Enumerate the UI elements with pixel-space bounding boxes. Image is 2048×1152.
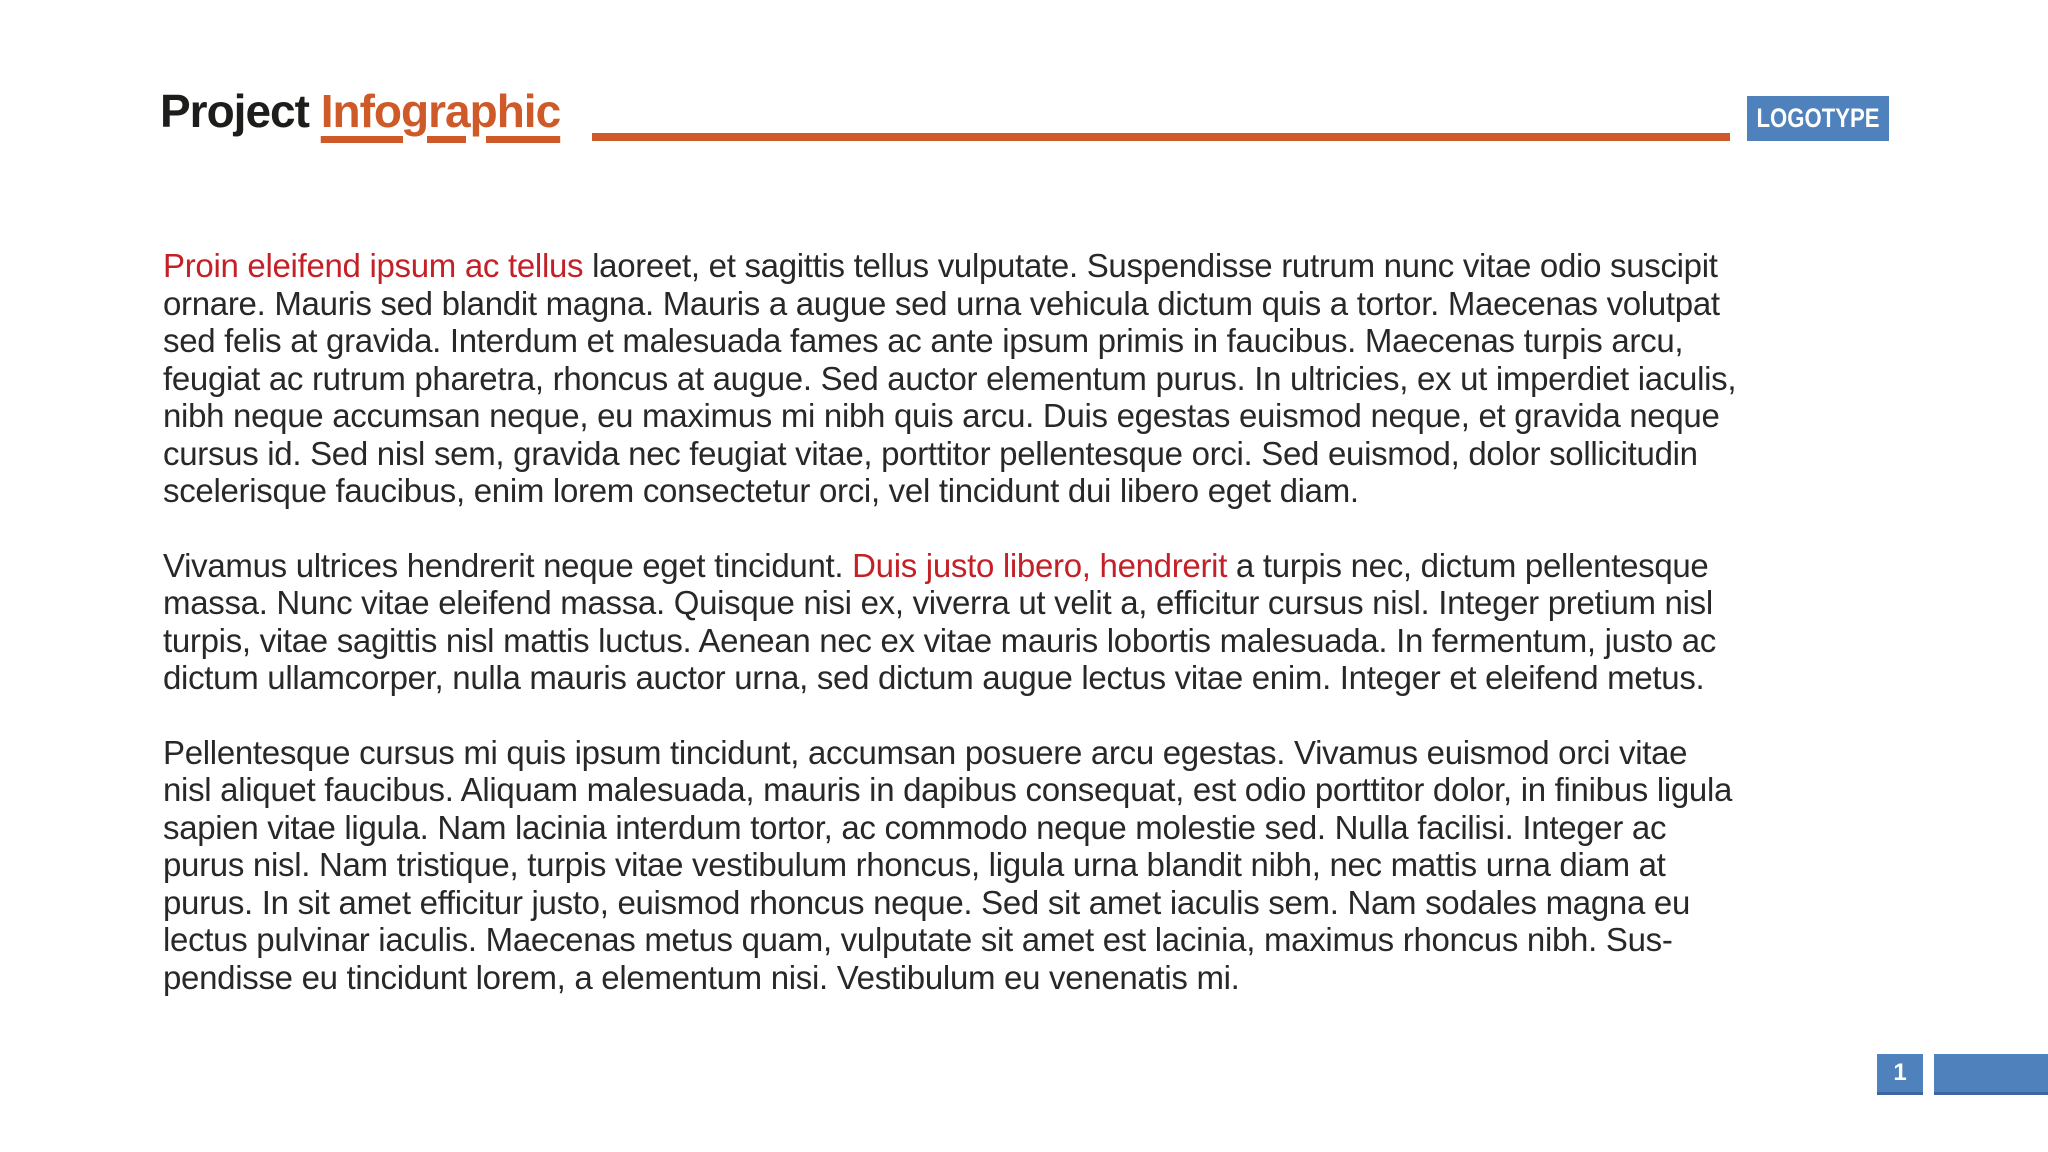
footer-accent-bar <box>1934 1054 2048 1095</box>
text-segment: dictum ullamcorper, nulla mauris auctor urna, sed dictum augue lectus vitae enim. Integer et eleifend metus. <box>163 659 1705 696</box>
text-line <box>163 771 1948 809</box>
page-number-text: 1 <box>1893 1059 1907 1086</box>
header-divider-rule <box>592 133 1730 141</box>
text-segment: Vivamus ultrices hendrerit neque eget tincidunt. <box>163 546 853 584</box>
text-line <box>163 472 1948 510</box>
body-text <box>163 247 1948 1033</box>
text-segment: Pellentesque cursus mi quis ipsum tincidunt, accumsan posuere arcu egestas. Vivamus euismod orci vitae <box>163 733 1688 771</box>
text-segment: scelerisque faucibus, enim lorem consectetur orci, vel tincidunt dui libero eget diam. <box>163 472 1359 509</box>
text-line <box>163 622 1948 660</box>
paragraph <box>163 547 1948 697</box>
text-line <box>163 360 1948 398</box>
logotype-badge <box>1747 96 1889 141</box>
text-segment: sed felis at gravida. Interdum et malesuada fames ac ante ipsum primis in faucibus. Maecenas turpis arcu, <box>163 322 1684 359</box>
text-segment: turpis, vitae sagittis nisl mattis luctus. Aenean nec ex vitae mauris lobortis malesuada. In fermentum, justo ac <box>163 621 1716 659</box>
highlighted-text-segment: Duis justo libero, hendrerit <box>852 546 1228 584</box>
text-segment: laoreet, et sagittis tellus vulputate. Suspendisse rutrum nunc vitae odio suscipit <box>592 247 1718 284</box>
text-line <box>163 322 1948 360</box>
paragraph <box>163 734 1948 997</box>
page-title <box>160 84 560 138</box>
highlighted-text-segment: Proin eleifend ipsum ac tellus <box>163 247 593 284</box>
text-segment: nisl aliquet faucibus. Aliquam malesuada, mauris in dapibus consequat, est odio porttitor dolor, in finibus ligula <box>163 771 1733 808</box>
text-segment: a turpis nec, dictum pellentesque <box>1227 546 1709 584</box>
text-line <box>163 397 1948 435</box>
text-segment: cursus id. Sed nisl sem, gravida nec feugiat vitae, porttitor pellentesque orci. Sed euismod, dolor sollicitudin <box>163 434 1698 472</box>
text-line <box>163 809 1948 847</box>
logotype-text: LOGOTYPE <box>1756 103 1880 133</box>
text-line <box>163 734 1948 772</box>
paragraph <box>163 247 1948 510</box>
text-segment: purus. In sit amet efficitur justo, euismod rhoncus neque. Sed sit amet iaculis sem. Nam sodales magna eu <box>163 883 1690 921</box>
page-title-accent: Infographic <box>320 85 561 137</box>
text-segment: pendisse eu tincidunt lorem, a elementum nisi. Vestibulum eu venenatis mi. <box>163 958 1240 996</box>
text-line <box>163 921 1948 959</box>
text-segment: nibh neque accumsan neque, eu maximus mi nibh quis arcu. Duis egestas euismod neque, et gravida neque <box>163 397 1720 434</box>
text-line <box>163 846 1948 884</box>
text-segment: lectus pulvinar iaculis. Maecenas metus quam, vulputate sit amet est lacinia, maximus rhoncus nibh. Sus- <box>163 921 1673 958</box>
text-line <box>163 547 1948 585</box>
text-segment: sapien vitae ligula. Nam lacinia interdum tortor, ac commodo neque molestie sed. Nulla facilisi. Integer ac <box>163 808 1667 846</box>
text-segment: feugiat ac rutrum pharetra, rhoncus at augue. Sed auctor elementum purus. In ultricies, ex ut imperdiet iaculis, <box>163 359 1737 397</box>
text-segment: purus nisl. Nam tristique, turpis vitae vestibulum rhoncus, ligula urna blandit nibh, nec mattis urna diam at <box>163 846 1666 883</box>
text-line <box>163 584 1948 622</box>
text-line <box>163 884 1948 922</box>
text-line <box>163 659 1948 697</box>
page-title-black: Project <box>160 85 309 137</box>
text-line <box>163 285 1948 323</box>
text-line <box>163 959 1948 997</box>
text-segment: massa. Nunc vitae eleifend massa. Quisque nisi ex, viverra ut velit a, efficitur cursus nisl. Integer pretium nisl <box>163 584 1713 621</box>
text-line <box>163 247 1948 285</box>
text-segment: ornare. Mauris sed blandit magna. Mauris a augue sed urna vehicula dictum quis a tortor. Maecenas volutpat <box>163 284 1720 322</box>
text-line <box>163 435 1948 473</box>
page-number-badge <box>1877 1054 1923 1095</box>
